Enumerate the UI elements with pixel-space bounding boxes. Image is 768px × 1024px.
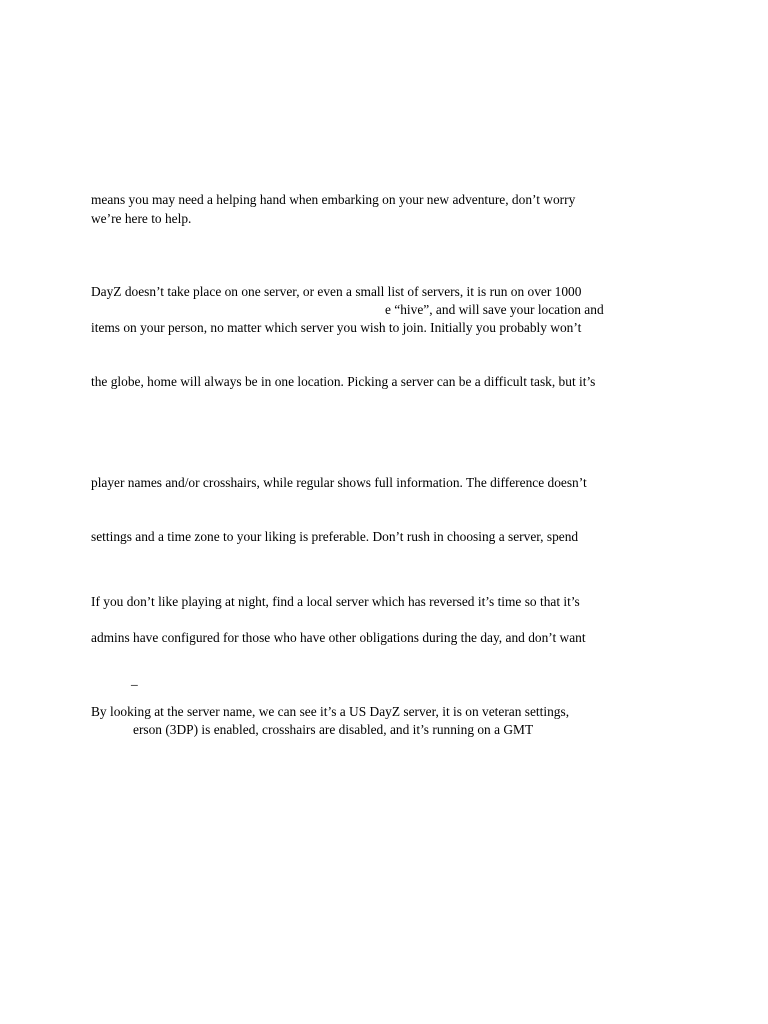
text-line: DayZ doesn’t take place on one server, or even a small list of servers, it is run on over 1000 (91, 284, 582, 299)
text-line: erson (3DP) is enabled, crosshairs are disabled, and it’s running on a GMT (133, 722, 534, 737)
text-line: items on your person, no matter which server you wish to join. Initially you probably won’t (91, 320, 582, 335)
text-line: _ (131, 672, 138, 687)
text-line: admins have configured for those who have other obligations during the day, and don’t want (91, 630, 586, 645)
text-line: By looking at the server name, we can see it’s a US DayZ server, it is on veteran settings, (91, 704, 570, 719)
text-line: e “hive”, and will save your location and (385, 302, 604, 317)
text-line: the globe, home will always be in one location. Picking a server can be a difficult task, but it’s (91, 374, 596, 389)
text-line: If you don’t like playing at night, find a local server which has reversed it’s time so that it’s (91, 594, 580, 609)
text-line: player names and/or crosshairs, while regular shows full information. The difference doesn’t (91, 475, 587, 490)
text-line: means you may need a helping hand when embarking on your new adventure, don’t worry (91, 192, 576, 207)
text-line: settings and a time zone to your liking is preferable. Don’t rush in choosing a server, spend (91, 529, 579, 544)
text-line: we’re here to help. (91, 211, 192, 226)
